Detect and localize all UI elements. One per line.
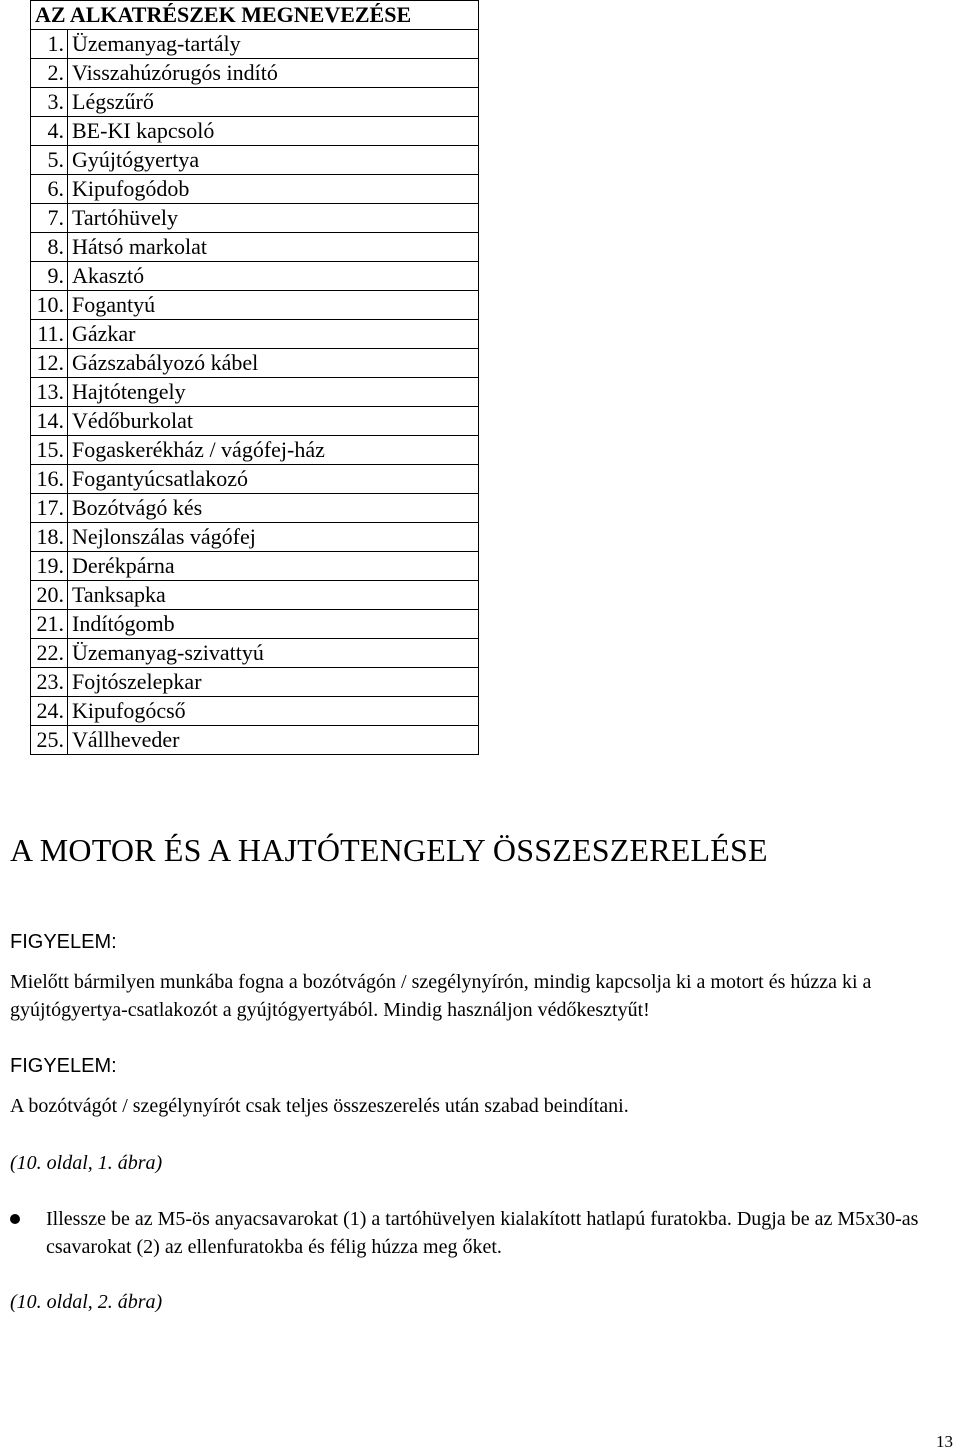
part-name: Hajtótengely (68, 378, 479, 407)
part-number: 13. (31, 378, 68, 407)
table-row (31, 204, 479, 233)
part-number: 1. (31, 30, 68, 59)
bullet-icon (10, 1214, 20, 1224)
table-row (31, 639, 479, 668)
warning-text: A bozótvágót / szegélynyírót csak teljes összeszerelés után szabad beindítani. (10, 1095, 629, 1117)
table-row (31, 523, 479, 552)
bullet-list-item (10, 1205, 960, 1261)
figure-reference: (10. oldal, 2. ábra) (10, 1291, 163, 1313)
part-name: Üzemanyag-tartály (68, 30, 479, 59)
part-number: 17. (31, 494, 68, 523)
table-row (31, 88, 479, 117)
part-number: 20. (31, 581, 68, 610)
table-row (31, 233, 479, 262)
part-number: 7. (31, 204, 68, 233)
part-number: 10. (31, 291, 68, 320)
table-row (31, 117, 479, 146)
part-number: 2. (31, 59, 68, 88)
warning-text: Mielőtt bármilyen munkába fogna a bozótvágón / szegélynyírón, mindig kapcsolja ki a motort és húzza ki a gyújtógyertya-csatlakozót a gyújtógyertyából. Mindig használjon védőkesztyűt! (10, 971, 872, 1021)
part-name: Gyújtógyertya (68, 146, 479, 175)
table-row (31, 175, 479, 204)
part-name: Fogantyú (68, 291, 479, 320)
table-row (31, 30, 479, 59)
part-number: 25. (31, 726, 68, 755)
table-row (31, 320, 479, 349)
parts-table-header-row (31, 1, 479, 30)
part-number: 19. (31, 552, 68, 581)
part-number: 18. (31, 523, 68, 552)
part-number: 23. (31, 668, 68, 697)
section-title: A MOTOR ÉS A HAJTÓTENGELY ÖSSZESZERELÉSE (10, 832, 768, 868)
table-row (31, 407, 479, 436)
table-row (31, 494, 479, 523)
part-number: 6. (31, 175, 68, 204)
table-row (31, 668, 479, 697)
part-number: 16. (31, 465, 68, 494)
bullet-text: Illessze be az M5-ös anyacsavarokat (1) a tartóhüvelyen kialakított hatlapú furatokba. Dugja be az M5x30-as csavarokat (2) az ellenfuratokba és félig húzza meg őket. (46, 1208, 919, 1258)
part-name: Üzemanyag-szivattyú (68, 639, 479, 668)
part-name: Tanksapka (68, 581, 479, 610)
part-number: 24. (31, 697, 68, 726)
part-number: 12. (31, 349, 68, 378)
part-name: Fogantyúcsatlakozó (68, 465, 479, 494)
part-number: 21. (31, 610, 68, 639)
part-name: Derékpárna (68, 552, 479, 581)
page-number: 13 (936, 1432, 953, 1451)
part-number: 14. (31, 407, 68, 436)
table-row (31, 436, 479, 465)
warning-label: FIGYELEM: (10, 1055, 117, 1077)
part-name: Gázkar (68, 320, 479, 349)
table-row (31, 146, 479, 175)
part-name: BE-KI kapcsoló (68, 117, 479, 146)
table-row (31, 262, 479, 291)
part-number: 9. (31, 262, 68, 291)
part-name: Nejlonszálas vágófej (68, 523, 479, 552)
part-number: 4. (31, 117, 68, 146)
table-row (31, 291, 479, 320)
part-name: Fogaskerékház / vágófej-ház (68, 436, 479, 465)
part-number: 5. (31, 146, 68, 175)
part-name: Bozótvágó kés (68, 494, 479, 523)
parts-table (30, 0, 479, 755)
part-name: Fojtószelepkar (68, 668, 479, 697)
part-name: Tartóhüvely (68, 204, 479, 233)
table-row (31, 465, 479, 494)
part-number: 15. (31, 436, 68, 465)
table-row (31, 378, 479, 407)
table-row (31, 552, 479, 581)
part-number: 8. (31, 233, 68, 262)
table-row (31, 581, 479, 610)
table-row (31, 349, 479, 378)
part-number: 22. (31, 639, 68, 668)
part-name: Akasztó (68, 262, 479, 291)
part-name: Indítógomb (68, 610, 479, 639)
table-row (31, 59, 479, 88)
part-number: 11. (31, 320, 68, 349)
part-name: Kipufogócső (68, 697, 479, 726)
part-name: Légszűrő (68, 88, 479, 117)
parts-table-header: AZ ALKATRÉSZEK MEGNEVEZÉSE (31, 1, 479, 30)
table-row (31, 610, 479, 639)
part-name: Vállheveder (68, 726, 479, 755)
table-row (31, 726, 479, 755)
warning-label: FIGYELEM: (10, 931, 117, 953)
table-row (31, 697, 479, 726)
part-name: Hátsó markolat (68, 233, 479, 262)
part-name: Védőburkolat (68, 407, 479, 436)
part-name: Visszahúzórugós indító (68, 59, 479, 88)
part-number: 3. (31, 88, 68, 117)
part-name: Kipufogódob (68, 175, 479, 204)
part-name: Gázszabályozó kábel (68, 349, 479, 378)
figure-reference: (10. oldal, 1. ábra) (10, 1152, 163, 1174)
